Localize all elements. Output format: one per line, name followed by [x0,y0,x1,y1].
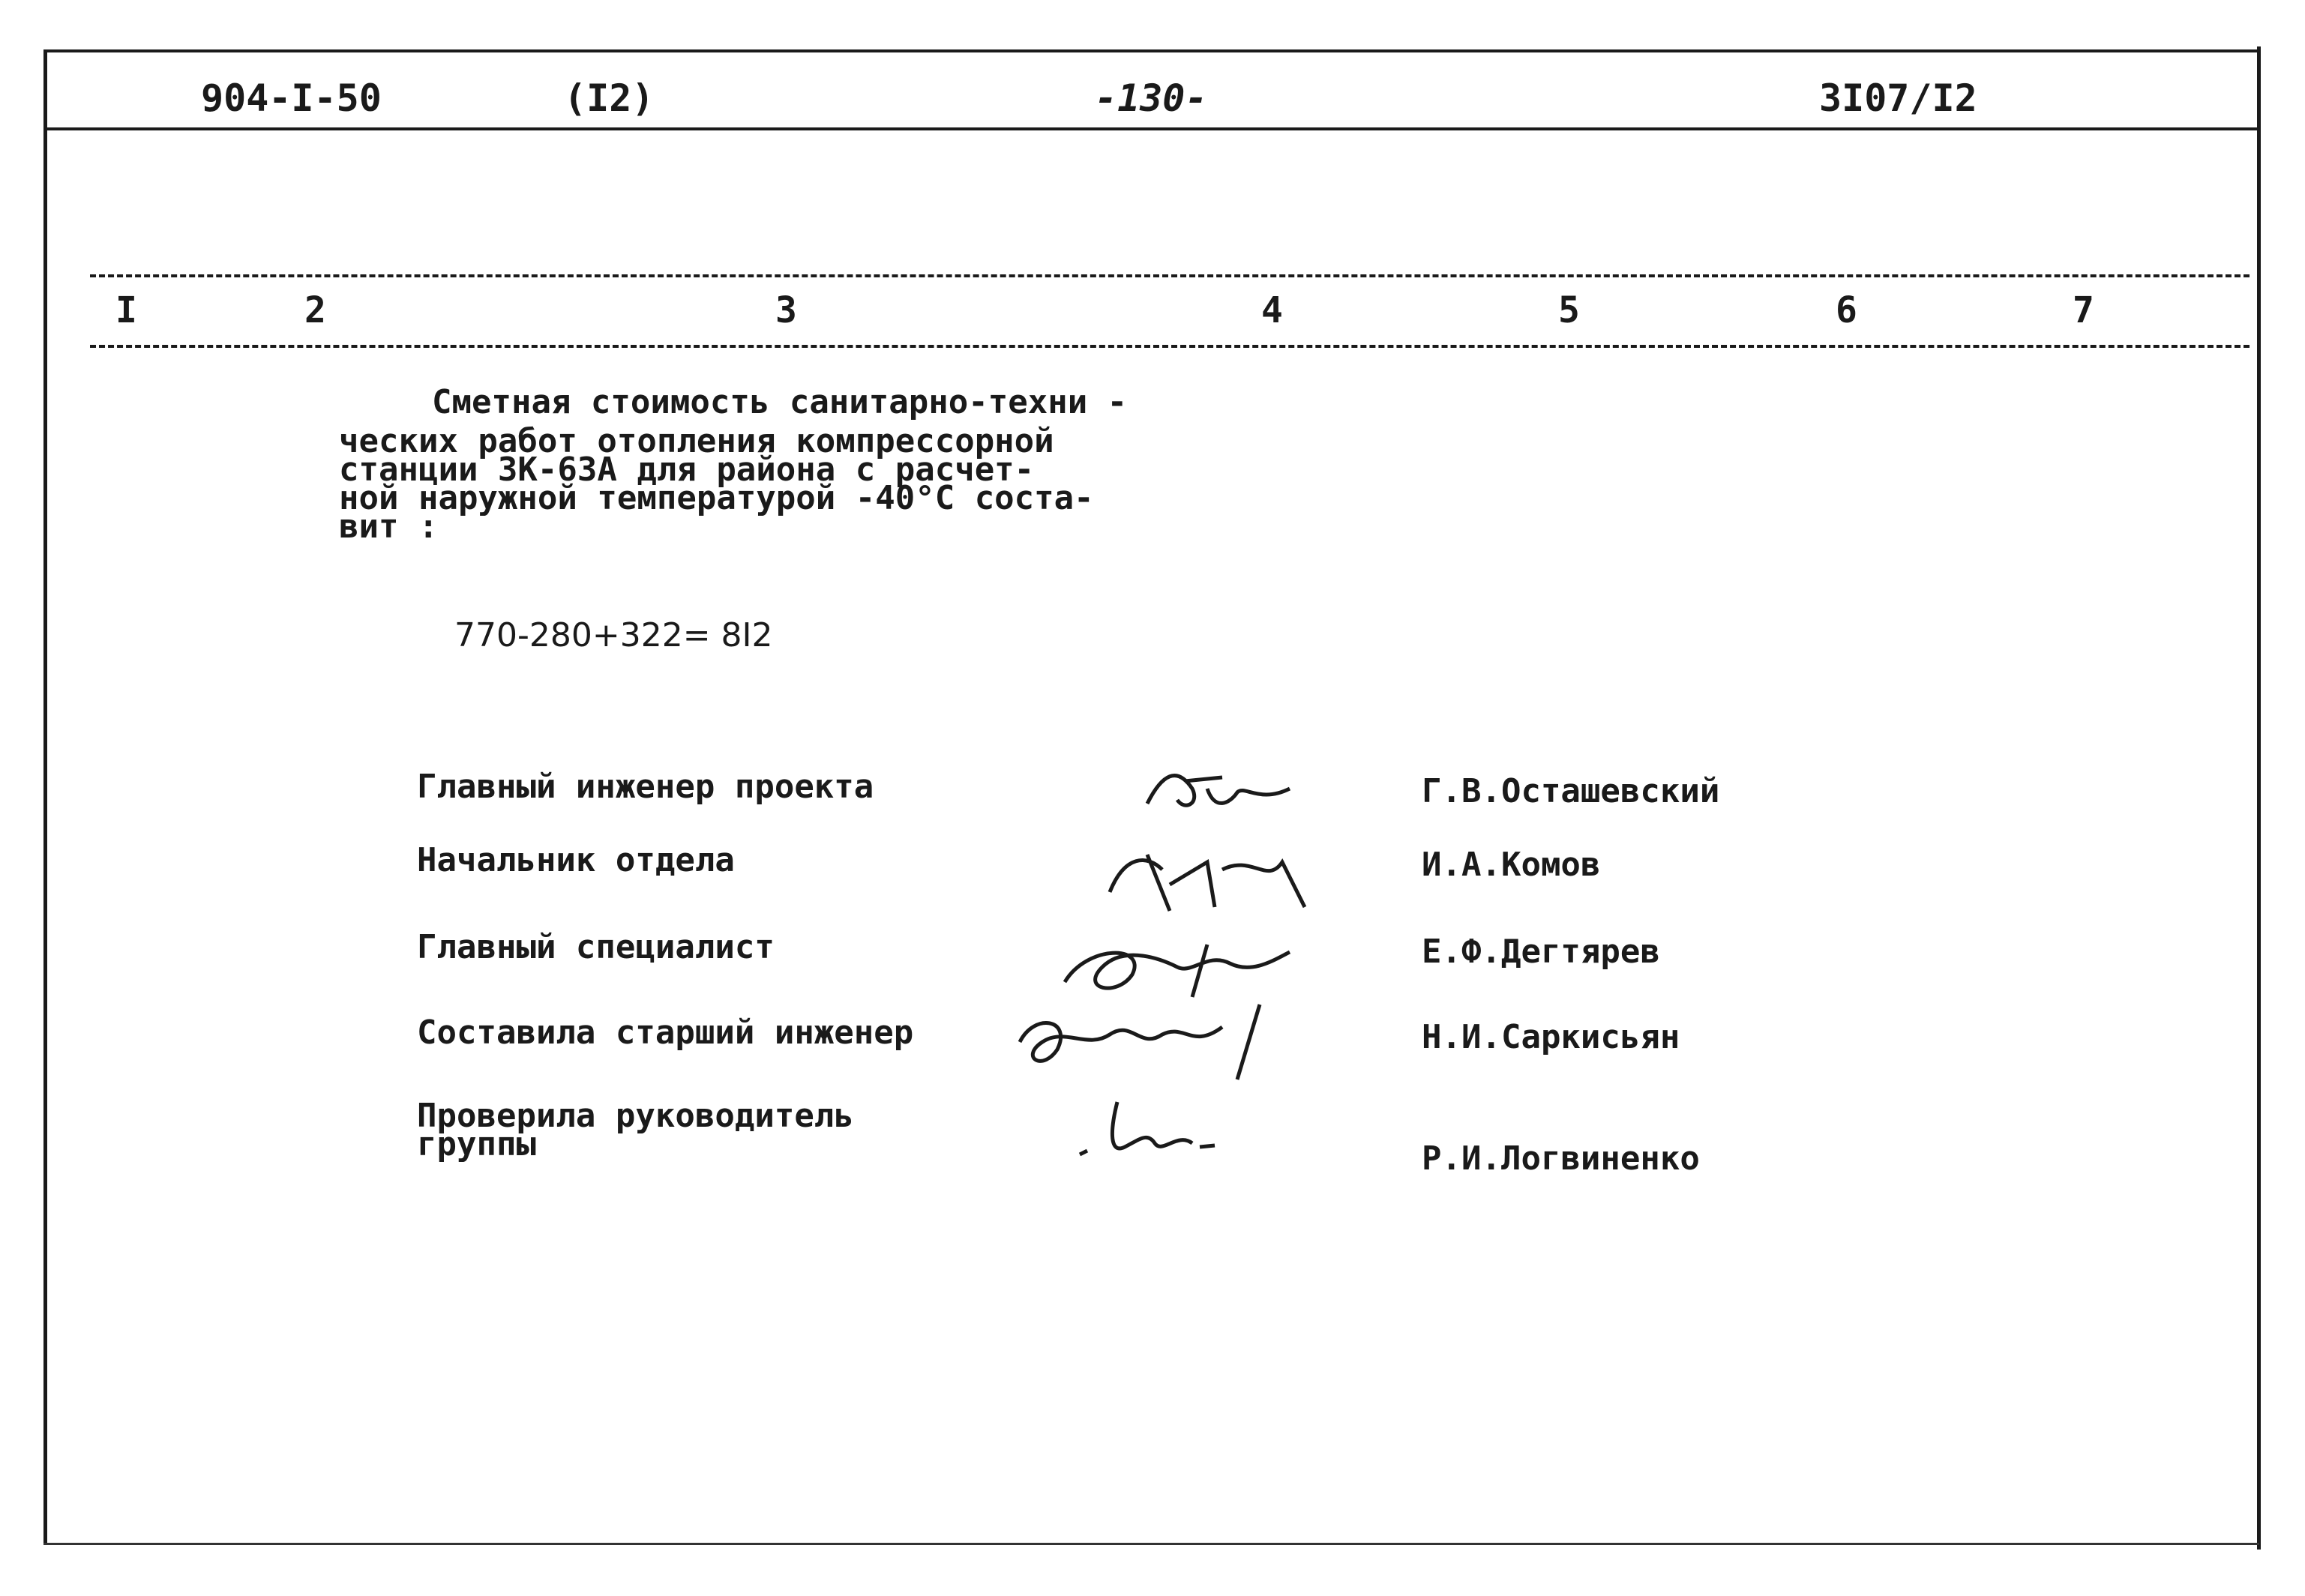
frame-top-border [43,49,2259,52]
signatory-role: Главный инженер проекта [417,768,874,806]
frame-right-border [2257,46,2261,1550]
column-number-7: 7 [2073,289,2094,331]
column-number-2: 2 [304,289,326,331]
cost-paragraph [339,383,1128,546]
column-header-top-rule [90,274,2250,277]
signatory-name: И.А.Комов [1422,846,1601,884]
handwritten-signature [1012,997,1297,1087]
paragraph-line: вит : [339,508,439,546]
paragraph-line: ческих работ отопления компрессорной [339,422,1054,460]
document-code: 904-I-50 [201,76,382,120]
page-number: -130- [1095,76,1208,120]
signatory-name: Н.И.Саркисьян [1422,1018,1680,1056]
handwritten-signature [1057,922,1297,1005]
column-number-6: 6 [1836,289,1857,331]
signatory-role: Составила старший инженер [417,1014,914,1052]
frame-left-border [43,51,47,1544]
column-header-bottom-rule [90,345,2250,348]
column-number-1: I [115,289,137,331]
signatory-name: Е.Ф.Дегтярев [1422,933,1660,971]
handwritten-signature [1132,759,1297,826]
signatory-role: Начальник отдела [417,841,735,879]
paragraph-line: ной наружной температурой -40°С соста- [339,479,1094,517]
paragraph-line: Сметная стоимость санитарно-техни - [432,383,1128,421]
header-divider [43,127,2259,130]
signatory-role: Проверила руководитель группы [417,1097,854,1163]
document-part: (I2) [564,76,655,120]
handwritten-signature [1102,840,1312,915]
column-number-4: 4 [1261,289,1283,331]
signatory-name: Р.И.Логвиненко [1422,1139,1700,1178]
cost-formula: 770-280+322= 8I2 [454,616,773,654]
sheet-number: 3I07/I2 [1819,76,1977,120]
handwritten-signature [1065,1087,1230,1169]
column-number-3: 3 [775,289,797,331]
signatory-name: Г.В.Осташевский [1422,772,1720,810]
signatory-role: Главный специалист [417,928,775,966]
frame-bottom-border [43,1543,2259,1545]
column-number-5: 5 [1558,289,1580,331]
paragraph-line: станции ЗК-63А для района с расчет- [339,451,1035,489]
